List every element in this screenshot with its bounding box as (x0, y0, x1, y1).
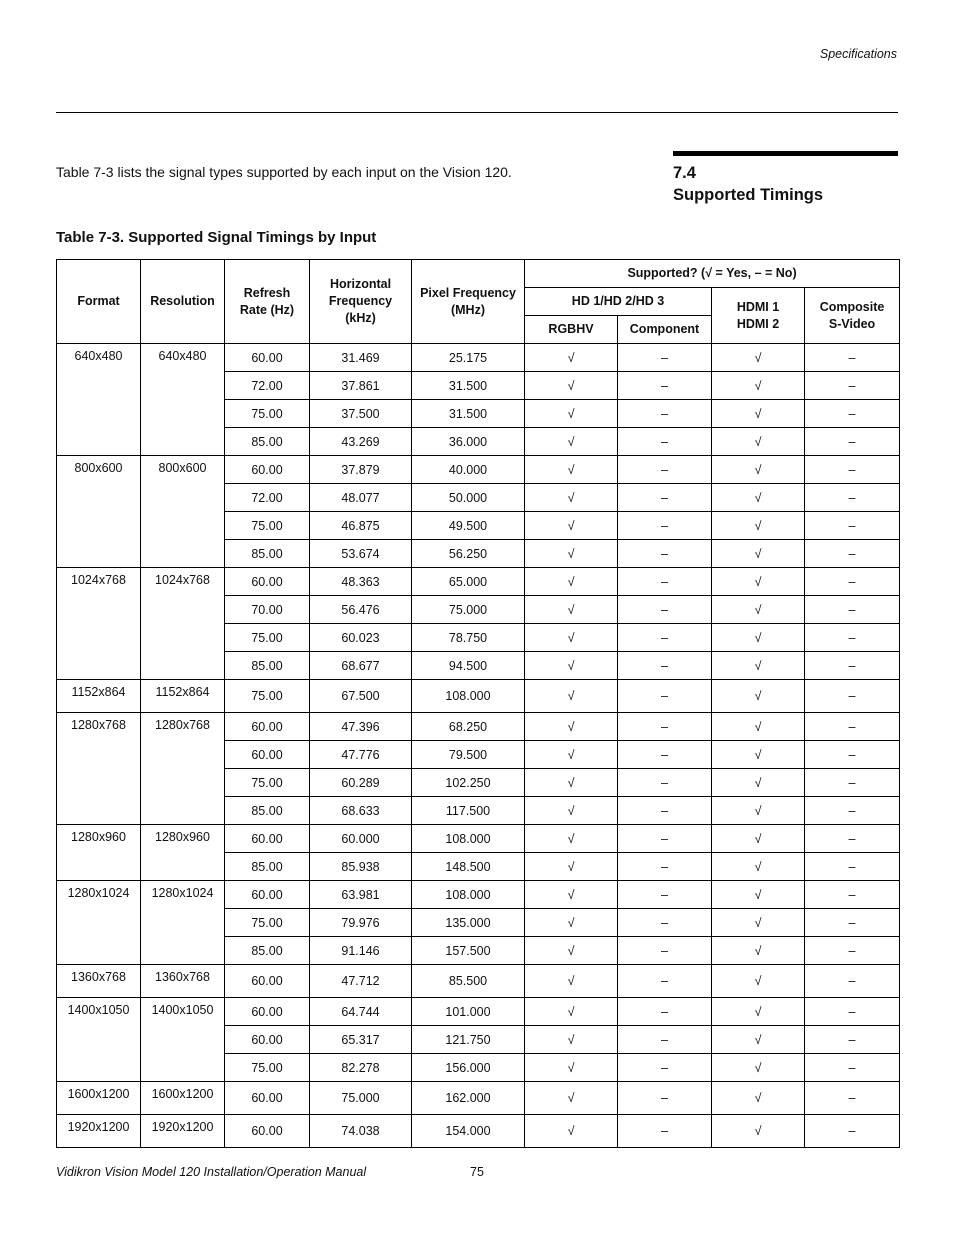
cell-pixel-frequency: 117.500 (412, 797, 525, 825)
cell-component-support: – (618, 1115, 712, 1148)
cell-composite-support: – (805, 741, 900, 769)
table-caption: Table 7-3. Supported Signal Timings by Input (56, 229, 377, 246)
cell-component-support: – (618, 965, 712, 998)
cell-refresh-rate: 75.00 (225, 400, 310, 428)
header-hdmi-line1: HDMI 1 (736, 299, 780, 314)
cell-resolution: 640x480 (141, 344, 225, 456)
cell-hdmi-support: √ (712, 456, 805, 484)
cell-resolution: 800x600 (141, 456, 225, 568)
cell-component-support: – (618, 998, 712, 1026)
table-row (57, 568, 900, 596)
header-resolution: Resolution (141, 260, 225, 344)
cell-pixel-frequency: 85.500 (412, 965, 525, 998)
cell-pixel-frequency: 36.000 (412, 428, 525, 456)
intro-text: Table 7-3 lists the signal types supported by each input on the Vision 120. (56, 164, 512, 180)
cell-refresh-rate: 60.00 (225, 568, 310, 596)
cell-resolution: 1360x768 (141, 965, 225, 998)
cell-refresh-rate: 60.00 (225, 344, 310, 372)
cell-hdmi-support: √ (712, 998, 805, 1026)
cell-resolution: 1280x960 (141, 825, 225, 881)
header-refresh (225, 260, 310, 344)
cell-refresh-rate: 60.00 (225, 741, 310, 769)
cell-hdmi-support: √ (712, 965, 805, 998)
cell-pixel-frequency: 108.000 (412, 680, 525, 713)
cell-horizontal-frequency: 53.674 (310, 540, 412, 568)
cell-rgbhv-support: √ (525, 741, 618, 769)
cell-component-support: – (618, 769, 712, 797)
cell-rgbhv-support: √ (525, 797, 618, 825)
cell-resolution: 1280x768 (141, 713, 225, 825)
cell-rgbhv-support: √ (525, 652, 618, 680)
cell-component-support: – (618, 797, 712, 825)
footer-manual-title: Vidikron Vision Model 120 Installation/Operation Manual (56, 1165, 367, 1179)
header-hdmi (712, 288, 805, 344)
cell-refresh-rate: 85.00 (225, 937, 310, 965)
cell-pixel-frequency: 94.500 (412, 652, 525, 680)
cell-format: 1400x1050 (57, 998, 141, 1082)
cell-pixel-frequency: 108.000 (412, 881, 525, 909)
cell-pixel-frequency: 108.000 (412, 825, 525, 853)
header-pixel-frequency (412, 260, 525, 344)
cell-refresh-rate: 75.00 (225, 512, 310, 540)
cell-hdmi-support: √ (712, 769, 805, 797)
cell-refresh-rate: 72.00 (225, 484, 310, 512)
table-row (57, 680, 900, 713)
cell-component-support: – (618, 909, 712, 937)
cell-refresh-rate: 60.00 (225, 965, 310, 998)
cell-component-support: – (618, 713, 712, 741)
cell-refresh-rate: 75.00 (225, 909, 310, 937)
table-row (57, 1082, 900, 1115)
header-hfreq-line3: (kHz) (345, 311, 376, 325)
cell-format: 800x600 (57, 456, 141, 568)
cell-refresh-rate: 60.00 (225, 1082, 310, 1115)
cell-refresh-rate: 75.00 (225, 1054, 310, 1082)
cell-horizontal-frequency: 82.278 (310, 1054, 412, 1082)
cell-composite-support: – (805, 652, 900, 680)
cell-hdmi-support: √ (712, 624, 805, 652)
cell-resolution: 1400x1050 (141, 998, 225, 1082)
cell-component-support: – (618, 400, 712, 428)
cell-horizontal-frequency: 75.000 (310, 1082, 412, 1115)
cell-rgbhv-support: √ (525, 965, 618, 998)
cell-composite-support: – (805, 825, 900, 853)
cell-rgbhv-support: √ (525, 484, 618, 512)
cell-pixel-frequency: 50.000 (412, 484, 525, 512)
cell-refresh-rate: 70.00 (225, 596, 310, 624)
cell-horizontal-frequency: 37.500 (310, 400, 412, 428)
cell-composite-support: – (805, 344, 900, 372)
cell-format: 1920x1200 (57, 1115, 141, 1148)
cell-resolution: 1280x1024 (141, 881, 225, 965)
header-pfreq-line1: Pixel Frequency (420, 285, 516, 300)
cell-resolution: 1920x1200 (141, 1115, 225, 1148)
cell-component-support: – (618, 1054, 712, 1082)
cell-rgbhv-support: √ (525, 344, 618, 372)
cell-refresh-rate: 85.00 (225, 428, 310, 456)
header-supported: Supported? (√ = Yes, – = No) (525, 260, 900, 288)
cell-rgbhv-support: √ (525, 624, 618, 652)
cell-horizontal-frequency: 48.363 (310, 568, 412, 596)
cell-composite-support: – (805, 540, 900, 568)
cell-rgbhv-support: √ (525, 512, 618, 540)
cell-pixel-frequency: 162.000 (412, 1082, 525, 1115)
cell-hdmi-support: √ (712, 713, 805, 741)
header-pfreq-line2: (MHz) (450, 302, 485, 317)
timings-body (57, 344, 900, 1148)
cell-refresh-rate: 72.00 (225, 372, 310, 400)
cell-rgbhv-support: √ (525, 1082, 618, 1115)
cell-pixel-frequency: 156.000 (412, 1054, 525, 1082)
cell-hdmi-support: √ (712, 400, 805, 428)
cell-component-support: – (618, 456, 712, 484)
cell-pixel-frequency: 49.500 (412, 512, 525, 540)
cell-horizontal-frequency: 67.500 (310, 680, 412, 713)
cell-format: 1280x960 (57, 825, 141, 881)
cell-horizontal-frequency: 79.976 (310, 909, 412, 937)
header-hfreq-line2: Frequency (328, 294, 393, 308)
cell-resolution: 1152x864 (141, 680, 225, 713)
cell-rgbhv-support: √ (525, 853, 618, 881)
cell-horizontal-frequency: 46.875 (310, 512, 412, 540)
top-divider (56, 112, 898, 113)
cell-component-support: – (618, 596, 712, 624)
cell-refresh-rate: 85.00 (225, 797, 310, 825)
cell-horizontal-frequency: 43.269 (310, 428, 412, 456)
cell-pixel-frequency: 148.500 (412, 853, 525, 881)
cell-rgbhv-support: √ (525, 1115, 618, 1148)
cell-format: 1024x768 (57, 568, 141, 680)
cell-rgbhv-support: √ (525, 998, 618, 1026)
cell-hdmi-support: √ (712, 1054, 805, 1082)
cell-pixel-frequency: 121.750 (412, 1026, 525, 1054)
cell-pixel-frequency: 65.000 (412, 568, 525, 596)
cell-horizontal-frequency: 47.396 (310, 713, 412, 741)
cell-composite-support: – (805, 965, 900, 998)
cell-format: 640x480 (57, 344, 141, 456)
section-number: 7.4 (673, 164, 696, 182)
cell-horizontal-frequency: 65.317 (310, 1026, 412, 1054)
cell-component-support: – (618, 825, 712, 853)
cell-refresh-rate: 85.00 (225, 853, 310, 881)
page-number: 75 (470, 1165, 484, 1179)
cell-rgbhv-support: √ (525, 825, 618, 853)
cell-component-support: – (618, 484, 712, 512)
cell-component-support: – (618, 1026, 712, 1054)
cell-format: 1360x768 (57, 965, 141, 998)
cell-pixel-frequency: 75.000 (412, 596, 525, 624)
cell-rgbhv-support: √ (525, 428, 618, 456)
cell-format: 1152x864 (57, 680, 141, 713)
header-refresh-line2: Rate (Hz) (239, 302, 295, 317)
cell-component-support: – (618, 568, 712, 596)
cell-horizontal-frequency: 85.938 (310, 853, 412, 881)
cell-composite-support: – (805, 568, 900, 596)
section-title: Supported Timings (673, 186, 824, 204)
cell-refresh-rate: 85.00 (225, 652, 310, 680)
cell-composite-support: – (805, 512, 900, 540)
cell-format: 1280x768 (57, 713, 141, 825)
cell-component-support: – (618, 372, 712, 400)
table-row (57, 713, 900, 741)
cell-composite-support: – (805, 909, 900, 937)
cell-refresh-rate: 60.00 (225, 825, 310, 853)
table-row (57, 998, 900, 1026)
cell-hdmi-support: √ (712, 937, 805, 965)
cell-refresh-rate: 60.00 (225, 456, 310, 484)
cell-hdmi-support: √ (712, 680, 805, 713)
cell-component-support: – (618, 540, 712, 568)
cell-component-support: – (618, 680, 712, 713)
cell-pixel-frequency: 154.000 (412, 1115, 525, 1148)
cell-composite-support: – (805, 937, 900, 965)
cell-hdmi-support: √ (712, 344, 805, 372)
cell-horizontal-frequency: 74.038 (310, 1115, 412, 1148)
cell-refresh-rate: 60.00 (225, 1026, 310, 1054)
cell-refresh-rate: 60.00 (225, 1115, 310, 1148)
cell-hdmi-support: √ (712, 484, 805, 512)
cell-refresh-rate: 60.00 (225, 998, 310, 1026)
cell-rgbhv-support: √ (525, 568, 618, 596)
cell-pixel-frequency: 40.000 (412, 456, 525, 484)
cell-composite-support: – (805, 881, 900, 909)
cell-rgbhv-support: √ (525, 680, 618, 713)
cell-composite-support: – (805, 456, 900, 484)
cell-horizontal-frequency: 47.712 (310, 965, 412, 998)
table-row (57, 881, 900, 909)
header-composite (805, 288, 900, 344)
cell-pixel-frequency: 25.175 (412, 344, 525, 372)
cell-pixel-frequency: 31.500 (412, 372, 525, 400)
cell-hdmi-support: √ (712, 797, 805, 825)
cell-hdmi-support: √ (712, 909, 805, 937)
cell-composite-support: – (805, 1115, 900, 1148)
cell-horizontal-frequency: 68.633 (310, 797, 412, 825)
cell-composite-support: – (805, 400, 900, 428)
cell-horizontal-frequency: 60.023 (310, 624, 412, 652)
timings-table (56, 259, 900, 1148)
cell-composite-support: – (805, 680, 900, 713)
cell-component-support: – (618, 652, 712, 680)
cell-horizontal-frequency: 60.000 (310, 825, 412, 853)
table-row (57, 456, 900, 484)
cell-rgbhv-support: √ (525, 456, 618, 484)
cell-pixel-frequency: 31.500 (412, 400, 525, 428)
cell-composite-support: – (805, 428, 900, 456)
cell-rgbhv-support: √ (525, 400, 618, 428)
header-refresh-line1: Refresh (243, 285, 291, 300)
cell-hdmi-support: √ (712, 741, 805, 769)
cell-refresh-rate: 75.00 (225, 680, 310, 713)
cell-resolution: 1600x1200 (141, 1082, 225, 1115)
cell-pixel-frequency: 101.000 (412, 998, 525, 1026)
cell-refresh-rate: 75.00 (225, 624, 310, 652)
cell-composite-support: – (805, 484, 900, 512)
header-composite-line2: S-Video (828, 316, 876, 331)
cell-refresh-rate: 75.00 (225, 769, 310, 797)
cell-horizontal-frequency: 56.476 (310, 596, 412, 624)
cell-hdmi-support: √ (712, 540, 805, 568)
cell-pixel-frequency: 157.500 (412, 937, 525, 965)
cell-format: 1280x1024 (57, 881, 141, 965)
cell-horizontal-frequency: 63.981 (310, 881, 412, 909)
cell-composite-support: – (805, 624, 900, 652)
cell-component-support: – (618, 344, 712, 372)
cell-component-support: – (618, 881, 712, 909)
cell-component-support: – (618, 1082, 712, 1115)
cell-rgbhv-support: √ (525, 540, 618, 568)
cell-horizontal-frequency: 37.879 (310, 456, 412, 484)
cell-hdmi-support: √ (712, 428, 805, 456)
cell-pixel-frequency: 56.250 (412, 540, 525, 568)
cell-refresh-rate: 60.00 (225, 881, 310, 909)
cell-horizontal-frequency: 31.469 (310, 344, 412, 372)
cell-rgbhv-support: √ (525, 1026, 618, 1054)
cell-refresh-rate: 60.00 (225, 713, 310, 741)
cell-hdmi-support: √ (712, 652, 805, 680)
table-row (57, 965, 900, 998)
cell-rgbhv-support: √ (525, 713, 618, 741)
cell-component-support: – (618, 624, 712, 652)
cell-rgbhv-support: √ (525, 937, 618, 965)
cell-hdmi-support: √ (712, 568, 805, 596)
cell-rgbhv-support: √ (525, 909, 618, 937)
header-format: Format (57, 260, 141, 344)
cell-rgbhv-support: √ (525, 769, 618, 797)
cell-composite-support: – (805, 372, 900, 400)
cell-composite-support: – (805, 769, 900, 797)
header-composite-line1: Composite (819, 299, 885, 314)
cell-component-support: – (618, 937, 712, 965)
cell-composite-support: – (805, 1026, 900, 1054)
cell-hdmi-support: √ (712, 596, 805, 624)
table-row (57, 1115, 900, 1148)
cell-hdmi-support: √ (712, 1026, 805, 1054)
cell-rgbhv-support: √ (525, 596, 618, 624)
cell-composite-support: – (805, 853, 900, 881)
cell-composite-support: – (805, 596, 900, 624)
cell-composite-support: – (805, 797, 900, 825)
cell-pixel-frequency: 78.750 (412, 624, 525, 652)
cell-pixel-frequency: 135.000 (412, 909, 525, 937)
cell-component-support: – (618, 512, 712, 540)
cell-hdmi-support: √ (712, 1115, 805, 1148)
cell-format: 1600x1200 (57, 1082, 141, 1115)
table-row (57, 344, 900, 372)
table-row (57, 825, 900, 853)
cell-composite-support: – (805, 998, 900, 1026)
cell-pixel-frequency: 102.250 (412, 769, 525, 797)
header-hdmi-line2: HDMI 2 (736, 316, 780, 331)
cell-hdmi-support: √ (712, 825, 805, 853)
cell-component-support: – (618, 741, 712, 769)
cell-hdmi-support: √ (712, 1082, 805, 1115)
cell-rgbhv-support: √ (525, 1054, 618, 1082)
cell-horizontal-frequency: 37.861 (310, 372, 412, 400)
cell-horizontal-frequency: 64.744 (310, 998, 412, 1026)
cell-composite-support: – (805, 1054, 900, 1082)
cell-pixel-frequency: 79.500 (412, 741, 525, 769)
cell-hdmi-support: √ (712, 512, 805, 540)
cell-horizontal-frequency: 68.677 (310, 652, 412, 680)
cell-composite-support: – (805, 713, 900, 741)
header-component: Component (618, 316, 712, 344)
header-hd-inputs: HD 1/HD 2/HD 3 (525, 288, 712, 316)
cell-refresh-rate: 85.00 (225, 540, 310, 568)
cell-rgbhv-support: √ (525, 881, 618, 909)
header-horizontal-frequency (310, 260, 412, 344)
cell-horizontal-frequency: 60.289 (310, 769, 412, 797)
section-bar (673, 151, 898, 156)
cell-pixel-frequency: 68.250 (412, 713, 525, 741)
cell-hdmi-support: √ (712, 881, 805, 909)
cell-horizontal-frequency: 91.146 (310, 937, 412, 965)
cell-horizontal-frequency: 47.776 (310, 741, 412, 769)
cell-rgbhv-support: √ (525, 372, 618, 400)
cell-resolution: 1024x768 (141, 568, 225, 680)
cell-horizontal-frequency: 48.077 (310, 484, 412, 512)
header-hfreq-line1: Horizontal (329, 277, 392, 291)
cell-component-support: – (618, 428, 712, 456)
cell-hdmi-support: √ (712, 853, 805, 881)
cell-hdmi-support: √ (712, 372, 805, 400)
cell-composite-support: – (805, 1082, 900, 1115)
cell-component-support: – (618, 853, 712, 881)
running-head: Specifications (819, 47, 897, 61)
header-rgbhv: RGBHV (525, 316, 618, 344)
